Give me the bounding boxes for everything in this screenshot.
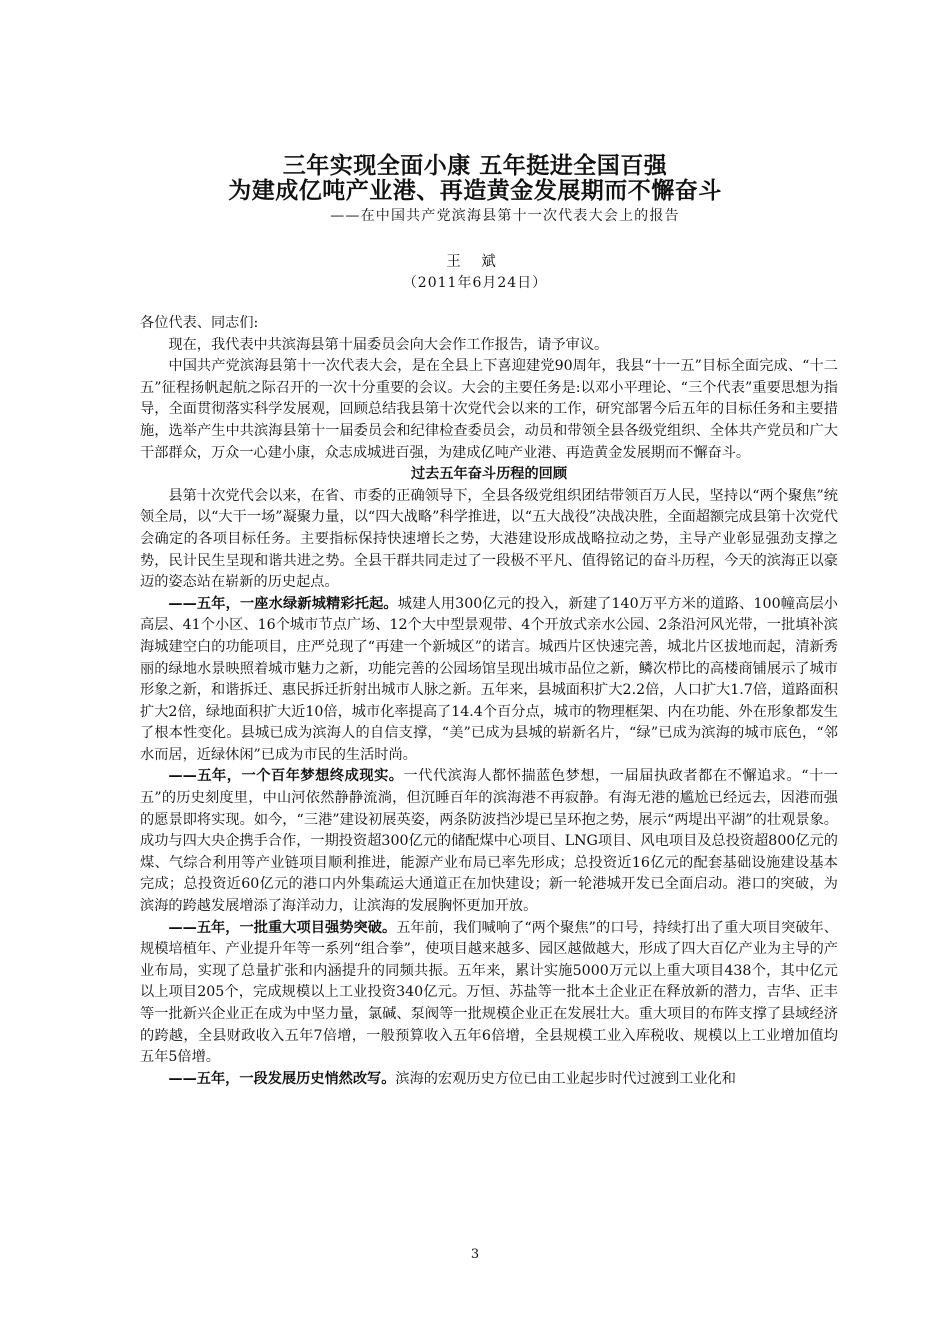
subtitle: ——在中国共产党滨海县第十一次代表大会上的报告 [330, 208, 680, 224]
paragraph-text: 一代代滨海人都怀揣蓝色梦想，一届届执政者都在不懈追求。“十一五”的历史刻度里，中山河依然静静流淌，但沉睡百年的滨海港不再寂静。有海无港的尴尬已经远去，因港而强的愿景即将实现。如今，“三港”建设初展英姿，两条防波挡沙堤已呈环抱之势，展示“两堤出平湖”的壮观景象。成功与四大央企携手合作，一期投资超300亿元的储配煤中心项目、LNG项目、风电项目及总投资超800亿元的煤、气综合利用等产业链项目顺利推进，能源产业布局已率先形成；总投资近16亿元的配套基础设施建设基本完成；总投资近60亿元的港口内外集疏运大通道正在加快建设；新一轮港城开发已全面启动。港口的突破，为滨海的跨越发展增添了海洋动力，让滨海的发展胸怀更加开放。 [140, 768, 838, 915]
page-number: 3 [470, 1247, 480, 1262]
salutation: 各位代表、同志们: [140, 315, 259, 331]
paragraph [140, 594, 838, 767]
paragraph: 中国共产党滨海县第十一次代表大会，是在全县上下喜迎建党90周年，我县“十一五”目标全面完成、“十二五”征程扬帆起航之际召开的一次十分重要的会议。大会的主要任务是:以邓小平理论、“三个代表”重要思想为指导，全面贯彻落实科学发展观，回顾总结我县第十次党代会以来的工作，研究部署今后五年的目标任务和主要措施，选举产生中共滨海县第十一届委员会和纪律检查委员会，动员和带领全县各级党组织、全体共产党员和广大干部群众，万众一心建小康，众志成城进百强，为建成亿吨产业港、再造黄金发展期而不懈奋斗。 [140, 358, 838, 461]
paragraph-text: 城建人用300亿元的投入，新建了140万平方米的道路、100幢高层小高层、41个小区、16个城市节点广场、12个大中型景观带、4个开放式亲水公园、2条沿河风光带，一批填补滨海城建空白的功能项目，庄严兑现了“再建一个新城区”的诺言。城西片区快速完善，城北片区拔地而起，清新秀丽的绿地水景映照着城市魅力之新，功能完善的公园场馆呈现出城市品位之新，鳞次栉比的高楼商铺展示了城市形象之新，和谐拆迁、惠民拆迁折射出城市人脉之新。五年来，县城面积扩大2.2倍，人口扩大1.7倍，道路面积扩大2倍，绿地面积扩大近10倍，城市化率提高了14.4个百分点，城市的物理框架、内在功能、外在形象都发生了根本性变化。县城已成为滨海人的自信支撑，“美”已成为县城的崭新名片，“绿”已成为滨海的城市底色，“邻水而居，近绿休闲”已成为市民的生活时尚。 [140, 595, 838, 763]
title-line-1: 三年实现全面小康 五年挺进全国百强 [282, 152, 668, 179]
section-heading: 过去五年奋斗历程的回顾 [410, 466, 568, 483]
paragraph [140, 766, 838, 917]
paragraph [140, 1069, 838, 1091]
author: 王 斌 [446, 254, 504, 270]
paragraph-text: 五年前，我们喊响了“两个聚焦”的口号，持续打出了重大项目突破年、规模培植年、产业提升年等一系列“组合拳”，使项目越来越多、园区越做越大，形成了四大百亿产业为主导的产业布局，实现了总量扩张和内涵提升的同频共振。五年来，累计实施5000万元以上重大项目438个，其中亿元以上项目205个，完成规模以上工业投资340亿元。万恒、苏盐等一批本土企业正在释放新的潜力，吉华、正丰等一批新兴企业正在成为中坚力量，氯碱、泵阀等一批规模企业正在发展壮大。重大项目的布阵支撑了县域经济的跨越，全县财政收入五年7倍增，一般预算收入五年6倍增，全县规模工业入库税收、规模以上工业增加值均五年5倍增。 [140, 919, 838, 1066]
paragraph: 现在，我代表中共滨海县第十届委员会向大会作工作报告，请予审议。 [168, 336, 609, 353]
paragraph-lead: ——五年，一个百年梦想终成现实。 [168, 768, 404, 785]
title-line-2: 为建成亿吨产业港、再造黄金发展期而不懈奋斗 [228, 177, 722, 204]
paragraph [140, 918, 838, 1069]
paragraph-text: 滨海的宏观历史方位已由工业起步时代过渡到工业化和 [395, 1070, 736, 1087]
report-body [140, 313, 838, 1090]
paragraph-lead: ——五年，一段发展历史悄然改写。 [168, 1070, 396, 1087]
paragraph-lead: ——五年，一座水绿新城精彩托起。 [168, 595, 398, 612]
paragraph: 县第十次党代会以来，在省、市委的正确领导下，全县各级党组织团结带领百万人民，坚持以“两个聚焦”统领全局，以“大干一场”凝聚力量，以“四大战略”科学推进，以“五大战役”决战决胜，全面超额完成县第十次党代会确定的各项目标任务。主要指标保持快速增长之势，大港建设形成战略拉动之势，主导产业彰显强劲支撑之势，民计民生呈现和谐共进之势。全县干群共同走过了一段极不平凡、值得铭记的奋斗历程，今天的滨海正以豪迈的姿态站在崭新的历史起点。 [140, 487, 838, 591]
paragraph-lead: ——五年，一批重大项目强势突破。 [168, 919, 397, 936]
date: （2011年6月24日） [402, 275, 548, 291]
